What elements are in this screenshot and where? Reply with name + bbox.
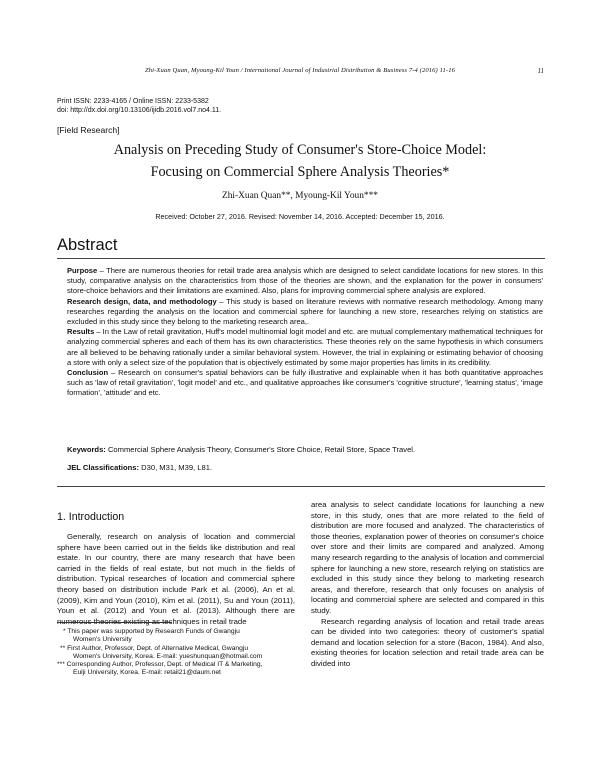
intro-paragraph-3: Research regarding analysis of location and retail trade areas can be divided into two categories: theory of customer's spatial demand and location selection for a store (Bacon, 1984). And also, existing theories for location selection and retail trade area can be divided into (311, 616, 544, 668)
jel-label: JEL Classifications: (67, 463, 140, 472)
footnote-rule (57, 622, 172, 623)
keywords-text: Commercial Sphere Analysis Theory, Consumer's Store Choice, Retail Store, Space Travel. (105, 445, 416, 454)
abstract-top-rule (57, 258, 545, 259)
purpose-text: – There are numerous theories for retail trade area analysis which are designed to select candidate locations for new stores. In this study, comparative analysis on the characteristics from those of the theories are shown, and the explanation for the power in consumers' store-choice behaviors and their limitations are examined. Also, plans for improving commercial sphere analysis are explored. (67, 266, 543, 296)
right-column-text (311, 500, 544, 670)
jel-classifications (67, 463, 212, 472)
received-dates: Received: October 27, 2016. Revised: November 14, 2016. Accepted: December 15, 2016. (155, 212, 445, 221)
intro-paragraph-1: Generally, research on analysis of location and commercial sphere have been carried out in the fields like distribution and real estate. In our country, there are many research that have been carried in the fields of real estate, but not much in the fields of distribution. Typical researches of location and commercial sphere theory based on distribution include Park et al. (2006), An et al. (2009), Kim and Youn (2010), Kim et al. (2011), Su and Youn (2011), Youn et al. (2012) and Youn et al. (2013). Although there are numerous theories existing as techniques in retail trade (57, 532, 295, 626)
jel-text: D30, M31, M39, L81. (139, 463, 213, 472)
abstract-results (67, 327, 543, 368)
purpose-label: Purpose (67, 266, 98, 275)
keywords (67, 445, 547, 454)
page-number: 11 (537, 67, 544, 75)
design-label: Research design, data, and methodology (67, 296, 217, 306)
results-label: Results (67, 327, 95, 337)
abstract-heading: Abstract (57, 236, 118, 254)
abstract-purpose (67, 266, 543, 297)
issn-line: Print ISSN: 2233-4165 / Online ISSN: 2233-5382 (57, 98, 209, 105)
field-label: [Field Research] (57, 125, 120, 135)
abstract-body (67, 266, 543, 399)
left-column-text (57, 532, 295, 627)
abstract-conclusion (67, 368, 543, 399)
abstract-bottom-rule (57, 486, 545, 487)
conclusion-label: Conclusion (67, 368, 109, 378)
footnote-first-author: ** First Author, Professor, Dept. of Alternative Medical, Gwangju (60, 644, 249, 652)
footnote-first-author-cont: Women's University, Korea. E-mail: yueshunquan@hotmail.com (73, 652, 263, 660)
footnote-funding: * This paper was supported by Research Funds of Gwangju (63, 628, 240, 635)
section-heading-introduction: 1. Introduction (57, 511, 125, 523)
keywords-label: Keywords: (67, 445, 106, 454)
results-text: – In the Law of retail gravitation, Huff's model multinomial logit model and etc. are mutual complementary mathematical techniques for analyzing commercial spheres and each of them has its own characteristics. These theories rely on the same hypothesis in which consumers are all believed to be behaving rationally under a similar behavioral system. However, the trial in explaining or estimating behavior of choosing a store with only a select size of the population that is objectively estimated by some major properties has limits in its credibility. (67, 327, 543, 367)
footnote-corresponding-author: *** Corresponding Author, Professor, Dept. of Medical IT & Marketing, (57, 661, 263, 669)
footnote-corresponding-author-cont: Eulji University, Korea. E-mail: retail21@daum.net (73, 669, 221, 677)
conclusion-text: – Research on consumer's spatial behaviors can be fully illustrative and explainable when it has both quantitative approaches such as 'law of retail gravitation', 'logit model' and etc., and qualitative approaches like consumer's 'cognitive structure', 'learning status', 'image formation', 'attitude' and etc. (67, 368, 543, 398)
paper-title-line2: Focusing on Commercial Sphere Analysis Theories* (150, 164, 450, 180)
doi-line: doi: http://dx.doi.org/10.13106/ijidb.2016.vol7.no4.11. (57, 107, 222, 114)
footnotes (57, 628, 297, 678)
author-list: Zhi-Xuan Quan**, Myoung-Kil Youn*** (222, 191, 378, 201)
footnote-funding-cont: Women's University (73, 636, 132, 644)
intro-paragraph-2: area analysis to select candidate locations for launching a new store, in this study, ones that are more related to the field of distribution are more focused and analyzed. The characteristics of those theories, explanation power of theories on consumer's choice over store and their limits are compared and analyzed. Among many research regarding to the analysis of location and commercial sphere for launching a new store, research relying on statistics are excluded in this study since they belong to marketing research areas, and therefore, research that only focuses on analysis of locating and commercial sphere are selected and compared in this study. (311, 500, 544, 615)
design-text: – This study is based on literature reviews with normative research methodology. Among many researches regarding the analysis on the location and commercial sphere for launching a new store, researches relying on statistics are excluded in this study since they belong to the marketing research area,. (67, 296, 543, 327)
paper-title-line1: Analysis on Preceding Study of Consumer's Store-Choice Model: (113, 142, 487, 158)
running-head: Zhi-Xuan Quan, Myoung-Kil Youn / International Journal of Industrial Distribution & Business 7-4 (2016) 11-16 (145, 67, 455, 74)
abstract-design (67, 297, 543, 328)
